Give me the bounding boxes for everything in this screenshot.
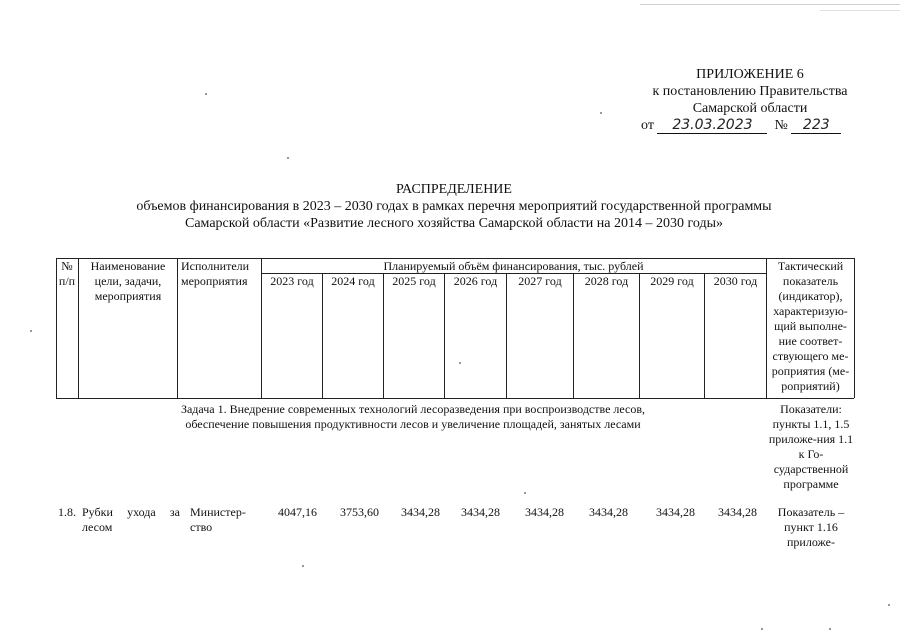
- scan-speck: [524, 492, 526, 494]
- row-value: 4047,16: [278, 505, 317, 519]
- header-bottom-border: [56, 398, 854, 399]
- header-year: 2027 год: [518, 274, 562, 288]
- appendix-title: ПРИЛОЖЕНИЕ 6: [696, 67, 804, 82]
- col-border: [573, 273, 574, 398]
- appendix-decree-line: к постановлению Правительства: [652, 84, 848, 99]
- scan-speck: [888, 604, 890, 606]
- header-year: 2025 год: [392, 274, 436, 288]
- header-indicator: Тактический показатель (индикатор), характеризую-щий выполне-ние соответ-ствующего ме-роприятия (ме-роприятий): [771, 259, 850, 393]
- scan-speck: [761, 628, 763, 630]
- col-border: [506, 273, 507, 398]
- title-line-1: объемов финансирования в 2023 – 2030 годах в рамках перечня мероприятий государственной программы: [136, 199, 772, 214]
- row-executor: Министер-ство: [190, 505, 246, 534]
- row-num: 1.8.: [58, 505, 76, 519]
- date-value: 23.03.2023: [657, 117, 767, 134]
- header-year: 2030 год: [713, 274, 758, 288]
- header-executors: Исполнители мероприятия: [181, 259, 250, 288]
- col-border: [383, 273, 384, 398]
- row-value: 3434,28: [461, 505, 500, 519]
- scan-speck: [829, 628, 831, 630]
- row-value: 3434,28: [656, 505, 695, 519]
- task-indicator: Показатели: пункты 1.1, 1.5 приложе-ния 1.1 к Го-сударственной программе: [768, 402, 854, 491]
- scan-speck: [459, 362, 461, 364]
- document-title: [80, 181, 828, 232]
- row-value: 3434,28: [718, 505, 757, 519]
- title-line-2: Самарской области «Развитие лесного хозяйства Самарской области на 2014 – 2030 годы»: [185, 216, 723, 231]
- scan-edge-line: [640, 4, 900, 5]
- col-border: [854, 258, 855, 398]
- scan-speck: [302, 565, 304, 567]
- appendix-region-line: Самарской области: [692, 101, 808, 116]
- row-indicator: Показатель – пункт 1.16 приложе-: [777, 505, 845, 549]
- header-year: 2023 год: [270, 274, 314, 288]
- col-border: [704, 273, 705, 398]
- scan-edge-line: [820, 10, 900, 11]
- header-year: 2029 год: [650, 274, 694, 288]
- col-border: [444, 273, 445, 398]
- appendix-header: [600, 66, 900, 117]
- row-value: 3434,28: [525, 505, 564, 519]
- scan-speck: [287, 157, 289, 159]
- col-border: [639, 273, 640, 398]
- task-text: Задача 1. Внедрение современных технологий лесоразведения при воспроизводстве лесов, обеспечение повышения продуктивности лесов и увеличение площадей, занятых лесами: [180, 402, 646, 431]
- header-financing: Планируемый объём финансирования, тыс. рублей: [383, 259, 644, 273]
- scan-speck: [205, 93, 207, 95]
- number-value: 223: [791, 117, 841, 134]
- scan-speck: [600, 112, 602, 114]
- row-value: 3434,28: [401, 505, 440, 519]
- row-value: 3753,60: [340, 505, 379, 519]
- scan-speck: [30, 330, 32, 332]
- number-prefix: №: [774, 118, 788, 133]
- header-num: № п/п: [58, 259, 76, 288]
- header-year: 2024 год: [331, 274, 375, 288]
- col-border: [322, 273, 323, 398]
- appendix-date-line: [641, 117, 841, 134]
- date-prefix: от: [641, 118, 654, 133]
- header-year: 2028 год: [584, 274, 629, 288]
- row-value: 3434,28: [589, 505, 628, 519]
- header-name: Наименование цели, задачи, мероприятия: [90, 259, 166, 303]
- header-year: 2026 год: [453, 274, 498, 288]
- col-border: [177, 258, 178, 398]
- row-name: Рубки ухода за лесом: [82, 505, 180, 534]
- title-heading: РАСПРЕДЕЛЕНИЕ: [396, 182, 512, 197]
